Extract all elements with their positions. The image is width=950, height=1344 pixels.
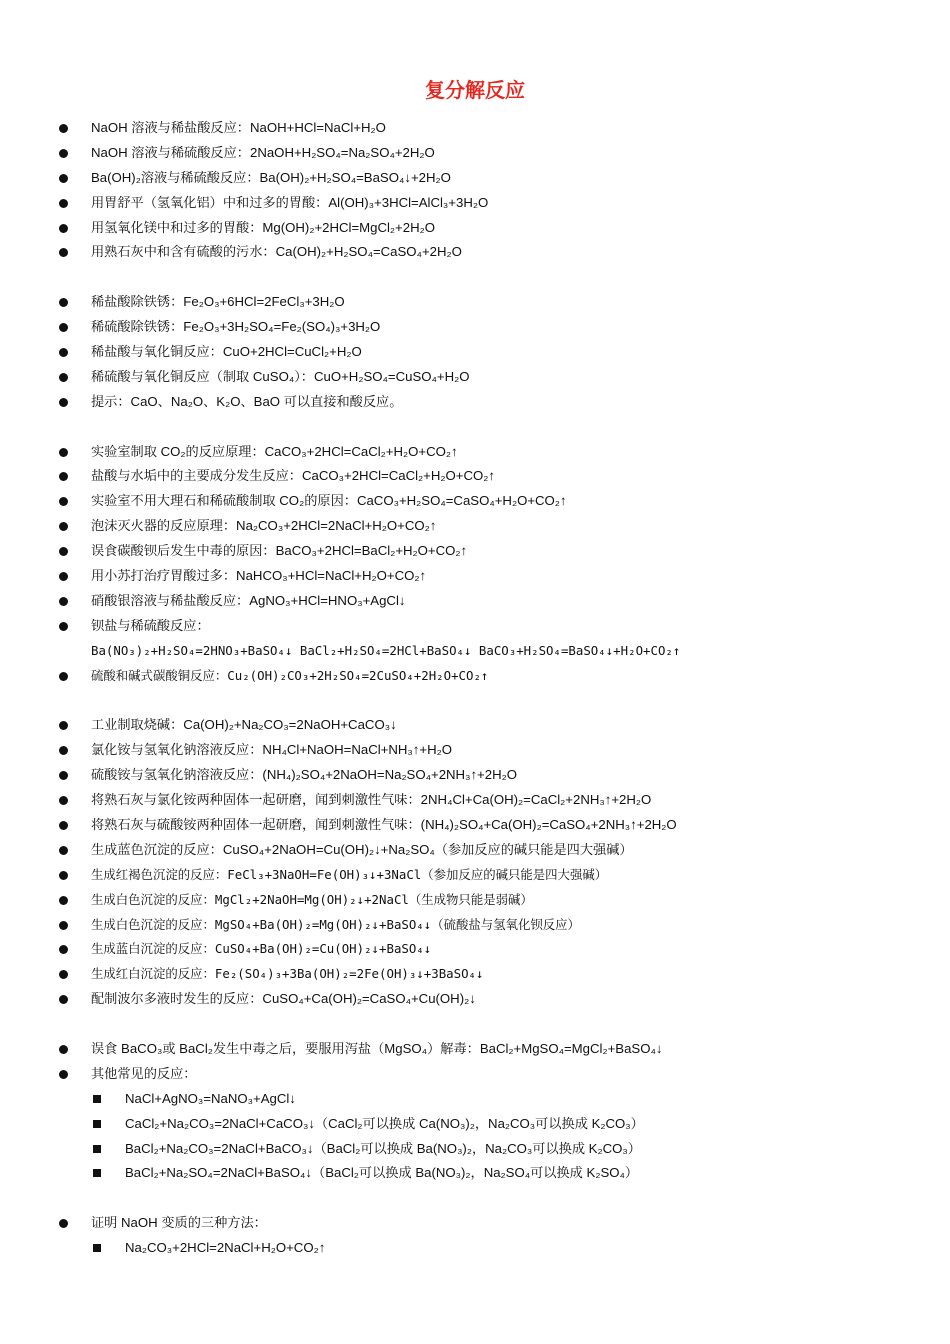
- list-item-text: 其他常见的反应：: [91, 1065, 197, 1081]
- list-item: [0, 440, 950, 465]
- list-item-text: 硝酸银溶液与稀盐酸反应：AgNO₃+HCl=HNO₃+AgCl↓: [91, 592, 406, 608]
- list-item: [0, 464, 950, 489]
- bullet-icon: [59, 448, 68, 457]
- list-item-text: NaOH 溶液与稀盐酸反应：NaOH+HCl=NaCl+H₂O: [91, 120, 386, 135]
- list-item-text: 稀硫酸除铁锈：Fe₂O₃+3H₂SO₄=Fe₂(SO₄)₃+3H₂O: [91, 319, 381, 335]
- list-item-text: 生成蓝色沉淀的反应：CuSO₄+2NaOH=Cu(OH)₂↓+Na₂SO₄（参加反应的碱只能是四大强碱）: [91, 841, 633, 857]
- list-item: [0, 962, 950, 987]
- bullet-icon: [59, 373, 68, 382]
- page-title: 复分解反应: [425, 80, 525, 102]
- list-item: [0, 290, 950, 315]
- sub-list-item: [0, 1236, 950, 1261]
- bullet-icon: [59, 174, 68, 183]
- bullet-icon: [59, 995, 68, 1004]
- list-item: [0, 116, 950, 141]
- list-item-text: 硫酸铵与氢氧化钠溶液反应：(NH₄)₂SO₄+2NaOH=Na₂SO₄+2NH₃↑+2H₂O: [91, 767, 517, 783]
- square-bullet-icon: [93, 1095, 101, 1103]
- bullet-icon: [59, 970, 68, 979]
- list-item-text: BaCl₂+Na₂CO₃=2NaCl+BaCO₃↓（BaCl₂可以换成 Ba(NO₃)₂，Na₂CO₃可以换成 K₂CO₃）: [125, 1140, 641, 1156]
- list-item-text: 实验室不用大理石和稀硫酸制取 CO₂的原因：CaCO₃+H₂SO₄=CaSO₄+H₂O+CO₂↑: [91, 493, 567, 509]
- list-item-text: 稀盐酸除铁锈：Fe₂O₃+6HCl=2FeCl₃+3H₂O: [91, 294, 345, 310]
- bullet-icon: [59, 746, 68, 755]
- bullet-icon: [59, 224, 68, 233]
- list-item: [0, 589, 950, 614]
- list-item: [0, 763, 950, 788]
- list-item-text: 用小苏打治疗胃酸过多：NaHCO₃+HCl=NaCl+H₂O+CO₂↑: [91, 568, 427, 584]
- list-item: [0, 564, 950, 589]
- blank-line: [0, 415, 950, 440]
- square-bullet-icon: [93, 1120, 101, 1128]
- list-item-text: 配制波尔多液时发生的反应：CuSO₄+Ca(OH)₂=CaSO₄+Cu(OH)₂↓: [91, 991, 476, 1007]
- bullet-icon: [59, 298, 68, 307]
- list-item-text: 误食碳酸钡后发生中毒的原因：BaCO₃+2HCl=BaCl₂+H₂O+CO₂↑: [91, 543, 468, 559]
- bullet-icon: [59, 348, 68, 357]
- list-item: [0, 141, 950, 166]
- list-item: [0, 738, 950, 763]
- list-item-text: 用胃舒平（氢氧化铝）中和过多的胃酸：Al(OH)₃+3HCl=AlCl₃+3H₂O: [91, 194, 489, 210]
- list-item: [0, 340, 950, 365]
- document-body: [0, 116, 950, 1261]
- list-item: [0, 315, 950, 340]
- sub-list-item: [0, 1087, 950, 1112]
- list-item: [0, 639, 950, 664]
- square-bullet-icon: [93, 1244, 101, 1252]
- list-item: [0, 1062, 950, 1087]
- bullet-icon: [59, 199, 68, 208]
- bullet-icon: [59, 896, 68, 905]
- list-item: [0, 614, 950, 639]
- list-item-text: Ba(OH)₂溶液与稀硫酸反应：Ba(OH)₂+H₂SO₄=BaSO₄↓+2H₂O: [91, 169, 451, 185]
- list-item-text: 稀硫酸与氧化铜反应（制取 CuSO₄）：CuO+H₂SO₄=CuSO₄+H₂O: [91, 368, 470, 384]
- list-item: [0, 987, 950, 1012]
- bullet-icon: [59, 248, 68, 257]
- list-item: [0, 1037, 950, 1062]
- list-item-text: 盐酸与水垢中的主要成分发生反应：CaCO₃+2HCl=CaCl₂+H₂O+CO₂↑: [91, 468, 495, 484]
- blank-line: [0, 688, 950, 713]
- list-item: [0, 365, 950, 390]
- list-item-text: 生成白色沉淀的反应：MgCl₂+2NaOH=Mg(OH)₂↓+2NaCl（生成物只能是弱碱）: [91, 891, 533, 907]
- list-item-text: 用熟石灰中和含有硫酸的污水：Ca(OH)₂+H₂SO₄=CaSO₄+2H₂O: [91, 244, 462, 260]
- sub-list-item: [0, 1161, 950, 1186]
- bullet-icon: [59, 672, 68, 681]
- bullet-icon: [59, 472, 68, 481]
- list-item-text: 工业制取烧碱：Ca(OH)₂+Na₂CO₃=2NaOH+CaCO₃↓: [91, 717, 397, 733]
- list-item-text: 误食 BaCO₃或 BaCl₂发生中毒之后，要服用泻盐（MgSO₄）解毒：BaCl₂+MgSO₄=MgCl₂+BaSO₄↓: [91, 1040, 663, 1056]
- list-item: [0, 489, 950, 514]
- list-item: [0, 514, 950, 539]
- list-item-text: 生成红白沉淀的反应：Fe₂(SO₄)₃+3Ba(OH)₂=2Fe(OH)₃↓+3BaSO₄↓: [91, 966, 484, 982]
- list-item-text: NaOH 溶液与稀硫酸反应：2NaOH+H₂SO₄=Na₂SO₄+2H₂O: [91, 144, 435, 160]
- bullet-icon: [59, 846, 68, 855]
- list-item: [0, 788, 950, 813]
- list-item-text: 证明 NaOH 变质的三种方法：: [91, 1215, 267, 1231]
- bullet-icon: [59, 597, 68, 606]
- square-bullet-icon: [93, 1169, 101, 1177]
- list-item: [0, 664, 950, 689]
- list-item-text: 生成红褐色沉淀的反应：FeCl₃+3NaOH=Fe(OH)₃↓+3NaCl（参加反应的碱只能是四大强碱）: [91, 866, 608, 882]
- bullet-icon: [59, 572, 68, 581]
- blank-line: [0, 1186, 950, 1211]
- list-item-text: 生成白色沉淀的反应：MgSO₄+Ba(OH)₂=Mg(OH)₂↓+BaSO₄↓（硫酸盐与氢氧化钡反应）: [91, 916, 580, 932]
- bullet-icon: [59, 149, 68, 158]
- list-item-text: NaCl+AgNO₃=NaNO₃+AgCl↓: [125, 1090, 296, 1106]
- list-item-text: CaCl₂+Na₂CO₃=2NaCl+CaCO₃↓（CaCl₂可以换成 Ca(NO₃)₂，Na₂CO₃可以换成 K₂CO₃）: [125, 1115, 644, 1131]
- list-item-text: 泡沫灭火器的反应原理：Na₂CO₃+2HCl=2NaCl+H₂O+CO₂↑: [91, 518, 437, 534]
- list-item-text: 氯化铵与氢氧化钠溶液反应：NH₄Cl+NaOH=NaCl+NH₃↑+H₂O: [91, 742, 452, 758]
- list-item: [0, 838, 950, 863]
- list-item-text: 钡盐与稀硫酸反应：: [91, 617, 210, 633]
- bullet-icon: [59, 547, 68, 556]
- list-item-text: Ba(NO₃)₂+H₂SO₄=2HNO₃+BaSO₄↓ BaCl₂+H₂SO₄=2HCl+BaSO₄↓ BaCO₃+H₂SO₄=BaSO₄↓+H₂O+CO₂↑: [91, 642, 681, 658]
- list-item-text: 实验室制取 CO₂的反应原理：CaCO₃+2HCl=CaCl₂+H₂O+CO₂↑: [91, 443, 458, 459]
- bullet-icon: [59, 721, 68, 730]
- list-item-text: 硫酸和碱式碳酸铜反应：Cu₂(OH)₂CO₃+2H₂SO₄=2CuSO₄+2H₂O+CO₂↑: [91, 667, 489, 683]
- list-item: [0, 166, 950, 191]
- bullet-icon: [59, 796, 68, 805]
- list-item: [0, 813, 950, 838]
- list-item-text: 生成蓝白沉淀的反应：CuSO₄+Ba(OH)₂=Cu(OH)₂↓+BaSO₄↓: [91, 941, 432, 957]
- list-item-text: 将熟石灰与氯化铵两种固体一起研磨，闻到刺激性气味：2NH₄Cl+Ca(OH)₂=CaCl₂+2NH₃↑+2H₂O: [91, 792, 652, 808]
- bullet-icon: [59, 622, 68, 631]
- bullet-icon: [59, 323, 68, 332]
- list-item: [0, 191, 950, 216]
- bullet-icon: [59, 771, 68, 780]
- list-item: [0, 713, 950, 738]
- list-item-text: 稀盐酸与氧化铜反应：CuO+2HCl=CuCl₂+H₂O: [91, 344, 362, 360]
- list-item: [0, 937, 950, 962]
- blank-line: [0, 1012, 950, 1037]
- bullet-icon: [59, 921, 68, 930]
- bullet-icon: [59, 497, 68, 506]
- list-item-text: 将熟石灰与硫酸铵两种固体一起研磨，闻到刺激性气味：(NH₄)₂SO₄+Ca(OH)₂=CaSO₄+2NH₃↑+2H₂O: [91, 816, 677, 832]
- bullet-icon: [59, 398, 68, 407]
- list-item: [0, 913, 950, 938]
- list-item-text: BaCl₂+Na₂SO₄=2NaCl+BaSO₄↓（BaCl₂可以换成 Ba(NO₃)₂，Na₂SO₄可以换成 K₂SO₄）: [125, 1165, 639, 1181]
- list-item: [0, 1211, 950, 1236]
- bullet-icon: [59, 821, 68, 830]
- bullet-icon: [59, 522, 68, 531]
- list-item: [0, 863, 950, 888]
- bullet-icon: [59, 124, 68, 133]
- blank-line: [0, 265, 950, 290]
- bullet-icon: [59, 1219, 68, 1228]
- list-item: [0, 888, 950, 913]
- bullet-icon: [59, 1045, 68, 1054]
- list-item-text: 用氢氧化镁中和过多的胃酸：Mg(OH)₂+2HCl=MgCl₂+2H₂O: [91, 219, 435, 235]
- list-item: [0, 539, 950, 564]
- bullet-icon: [59, 871, 68, 880]
- sub-list-item: [0, 1137, 950, 1162]
- bullet-icon: [59, 945, 68, 954]
- list-item: [0, 390, 950, 415]
- list-item: [0, 240, 950, 265]
- list-item-text: 提示：CaO、Na₂O、K₂O、BaO 可以直接和酸反应。: [91, 393, 403, 409]
- sub-list-item: [0, 1112, 950, 1137]
- list-item: [0, 216, 950, 241]
- square-bullet-icon: [93, 1145, 101, 1153]
- bullet-icon: [59, 1070, 68, 1079]
- list-item-text: Na₂CO₃+2HCl=2NaCl+H₂O+CO₂↑: [125, 1240, 326, 1256]
